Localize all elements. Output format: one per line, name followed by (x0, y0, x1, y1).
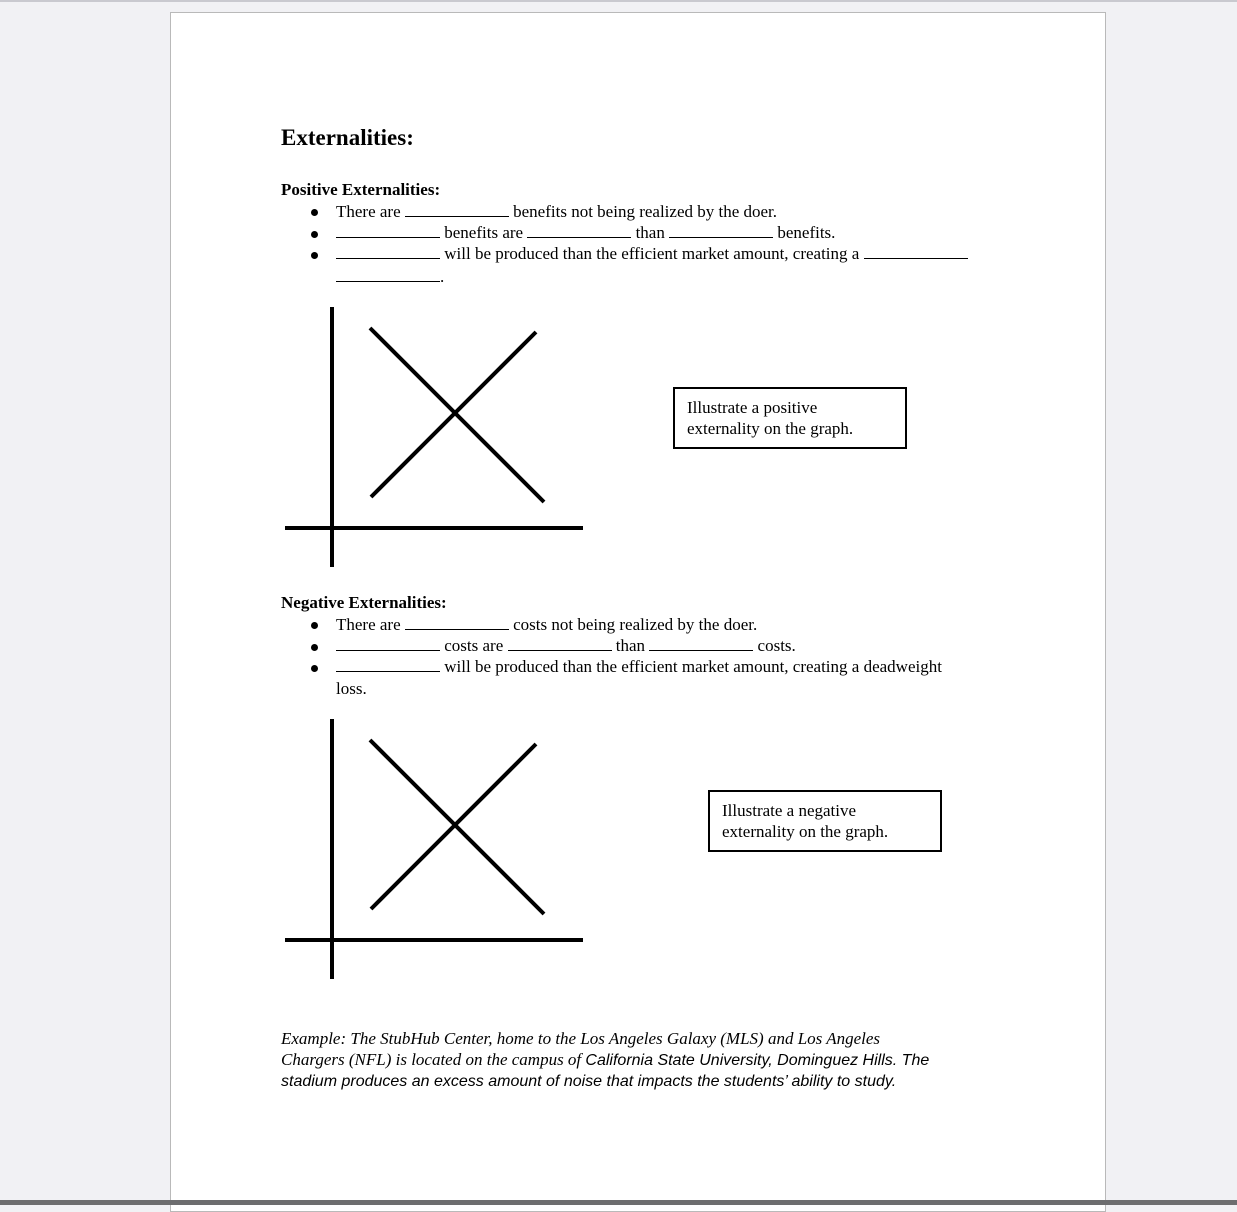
text: will be produced than the efficient market amount, creating a deadweight (444, 657, 942, 676)
positive-bullet-1 (336, 202, 777, 222)
blank-field[interactable] (405, 615, 509, 630)
bullet-icon (311, 231, 318, 238)
example-line-2 (281, 1049, 1001, 1071)
positive-heading: Positive Externalities: (281, 180, 441, 199)
text: benefits not being realized by the doer. (513, 202, 778, 221)
blank-field[interactable] (336, 636, 440, 651)
blank-field[interactable] (527, 223, 631, 238)
negative-heading: Negative Externalities: (281, 593, 447, 612)
callout-line: externality on the graph. (722, 822, 889, 841)
example-paragraph (281, 1028, 1001, 1092)
negative-bullet-2 (336, 636, 796, 656)
top-border (0, 0, 1237, 2)
example-line-1: Example: The StubHub Center, home to the Los Angeles Galaxy (MLS) and Los Angeles (281, 1029, 881, 1048)
positive-bullet-3 (336, 244, 968, 264)
document-page (170, 12, 1106, 1212)
bullet-icon (311, 209, 318, 216)
downward-line (370, 740, 544, 914)
text: than (615, 636, 646, 655)
text: There are (336, 202, 401, 221)
bullet-icon (311, 665, 318, 672)
blank-field[interactable] (336, 244, 440, 259)
upward-line (371, 744, 536, 909)
blank-field[interactable] (405, 202, 509, 217)
callout-line: Illustrate a positive (687, 398, 818, 417)
blank-field[interactable] (336, 657, 440, 672)
example-line-3: stadium produces an excess amount of noise that impacts the students’ ability to study. (281, 1073, 897, 1090)
bullet-icon (311, 252, 318, 259)
upward-line (371, 332, 536, 497)
positive-bullet-2 (336, 223, 835, 243)
text: costs. (757, 636, 796, 655)
text: costs not being realized by the doer. (513, 615, 758, 634)
callout-line: externality on the graph. (687, 419, 854, 438)
negative-bullet-3-cont: loss. (336, 679, 367, 698)
text: There are (336, 615, 401, 634)
blank-field[interactable] (508, 636, 612, 651)
text: benefits. (777, 223, 836, 242)
text: California State University, Dominguez Hills. The (585, 1052, 930, 1069)
blank-field[interactable] (336, 223, 440, 238)
text: costs are (444, 636, 504, 655)
bullet-icon (311, 622, 318, 629)
positive-bullet-3-cont (336, 267, 444, 287)
negative-graph (281, 715, 601, 995)
text: . (440, 267, 445, 286)
downward-line (370, 328, 544, 502)
blank-field[interactable] (669, 223, 773, 238)
negative-bullet-3 (336, 657, 942, 677)
text: Chargers (NFL) is located on the campus of (281, 1050, 586, 1069)
bullet-icon (311, 644, 318, 651)
blank-field[interactable] (864, 244, 968, 259)
page-title: Externalities: (281, 125, 414, 150)
bottom-bar (0, 1200, 1237, 1205)
positive-graph (281, 303, 601, 583)
blank-field[interactable] (336, 267, 440, 282)
positive-callout-box (673, 387, 907, 449)
negative-callout-box (708, 790, 942, 852)
blank-field[interactable] (649, 636, 753, 651)
callout-line: Illustrate a negative (722, 801, 857, 820)
text: than (635, 223, 665, 242)
text: benefits are (444, 223, 524, 242)
negative-bullet-1 (336, 615, 757, 635)
text: will be produced than the efficient market amount, creating a (444, 244, 860, 263)
